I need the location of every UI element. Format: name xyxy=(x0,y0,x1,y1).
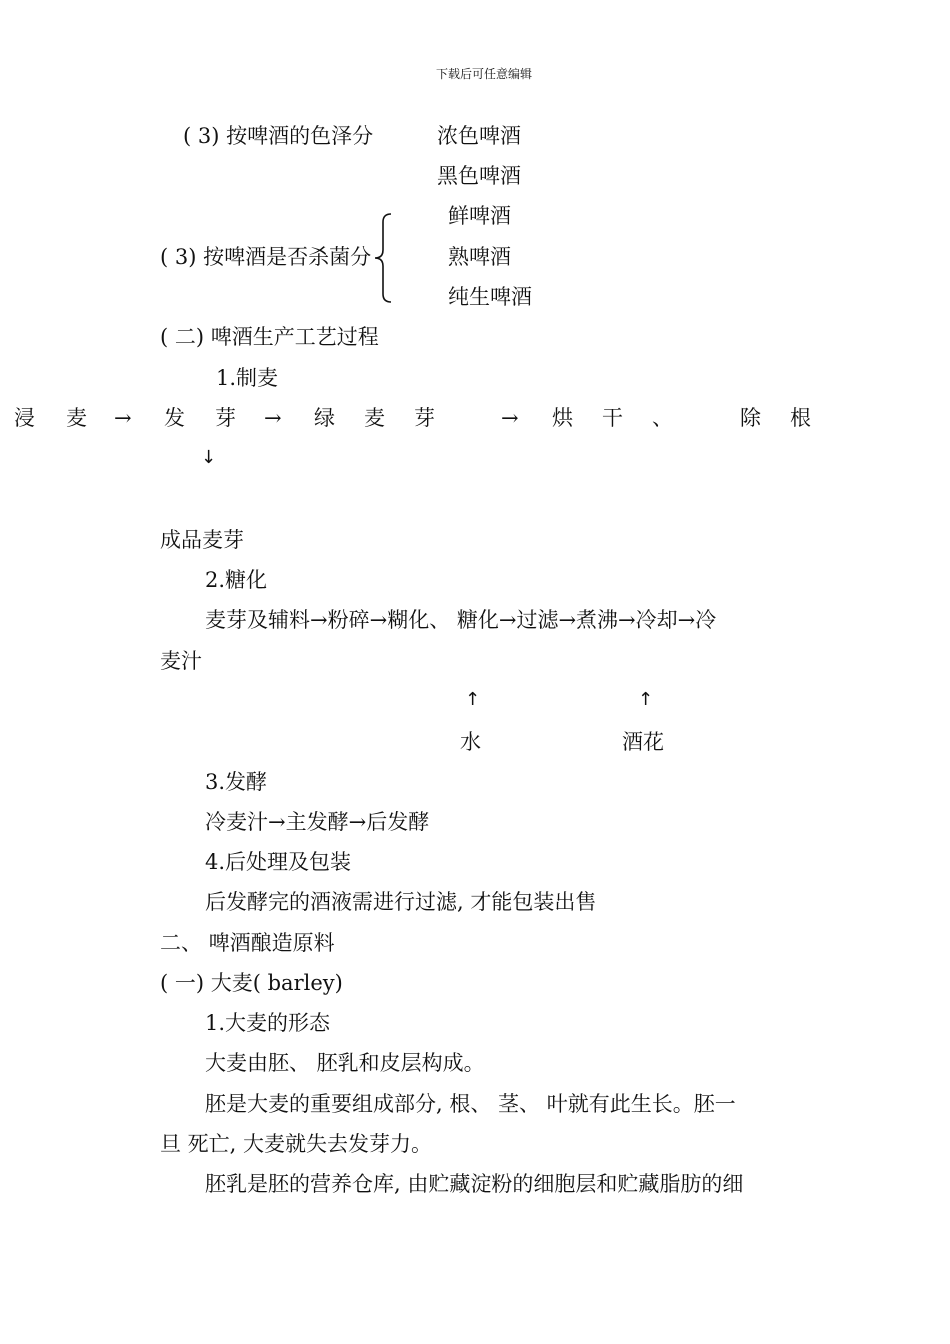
input-hops: 酒花 xyxy=(622,730,664,754)
malting-title: 1.制麦 xyxy=(216,366,279,390)
flow-char: 芽 xyxy=(414,406,435,430)
arrow-right-icon: → xyxy=(501,406,519,430)
flow-char: 、 xyxy=(652,406,673,430)
paragraph-line: 大麦由胚、 胚乳和皮层构成。 xyxy=(205,1051,485,1075)
arrow-down-icon: ↓ xyxy=(201,447,217,468)
saccharification-title: 2.糖化 xyxy=(205,568,268,592)
materials-heading: 二、 啤酒酿造原料 xyxy=(160,931,335,955)
barley-morphology-title: 1.大麦的形态 xyxy=(205,1011,331,1035)
arrow-right-icon: → xyxy=(114,406,132,430)
flow-char: 发 xyxy=(164,406,185,430)
post-processing-text: 后发酵完的酒液需进行过滤, 才能包装出售 xyxy=(205,890,597,914)
flow-char: 绿 xyxy=(314,406,335,430)
color-classification-heading: ( 3) 按啤酒的色泽分 xyxy=(183,124,374,148)
flow-char: 除 xyxy=(740,406,761,430)
flow-char: 浸 xyxy=(14,406,35,430)
saccharification-flow-line1: 麦芽及辅料→粉碎→糊化、 糖化→过滤→煮沸→冷却→冷 xyxy=(205,608,717,632)
sterilization-classification-heading: ( 3) 按啤酒是否杀菌分 xyxy=(160,245,372,269)
flow-char: 芽 xyxy=(215,406,236,430)
saccharification-flow-line2: 麦汁 xyxy=(160,649,202,673)
paragraph-line: 胚是大麦的重要组成部分, 根、 茎、 叶就有此生长。胚一 xyxy=(205,1092,736,1116)
sterilization-item-cooked-beer: 熟啤酒 xyxy=(448,245,511,269)
brace-icon xyxy=(373,212,399,304)
fermentation-title: 3.发酵 xyxy=(205,770,268,794)
process-heading: ( 二) 啤酒生产工艺过程 xyxy=(160,325,379,349)
flow-char: 根 xyxy=(790,406,811,430)
paragraph-line: 旦 死亡, 大麦就失去发芽力。 xyxy=(160,1132,433,1156)
sterilization-item-fresh-beer: 鲜啤酒 xyxy=(448,204,511,228)
flow-char: 麦 xyxy=(66,406,87,430)
malting-product: 成品麦芽 xyxy=(160,528,244,552)
color-item-black-beer: 黑色啤酒 xyxy=(437,164,521,188)
arrow-up-icon: ↑ xyxy=(465,689,481,710)
sterilization-item-draft-beer: 纯生啤酒 xyxy=(448,285,532,309)
arrow-right-icon: → xyxy=(264,406,282,430)
input-water: 水 xyxy=(460,730,481,754)
barley-heading: ( 一) 大麦( barley) xyxy=(160,971,343,995)
flow-char: 麦 xyxy=(364,406,385,430)
page-header: 下载后可任意编辑 xyxy=(436,67,533,81)
post-processing-title: 4.后处理及包装 xyxy=(205,850,352,874)
arrow-up-icon: ↑ xyxy=(638,689,654,710)
flow-char: 烘 xyxy=(552,406,573,430)
fermentation-flow: 冷麦汁→主发酵→后发酵 xyxy=(205,810,430,834)
paragraph-line: 胚乳是胚的营养仓库, 由贮藏淀粉的细胞层和贮藏脂肪的细 xyxy=(205,1172,744,1196)
flow-char: 干 xyxy=(602,406,623,430)
color-item-dark-beer: 浓色啤酒 xyxy=(437,124,521,148)
